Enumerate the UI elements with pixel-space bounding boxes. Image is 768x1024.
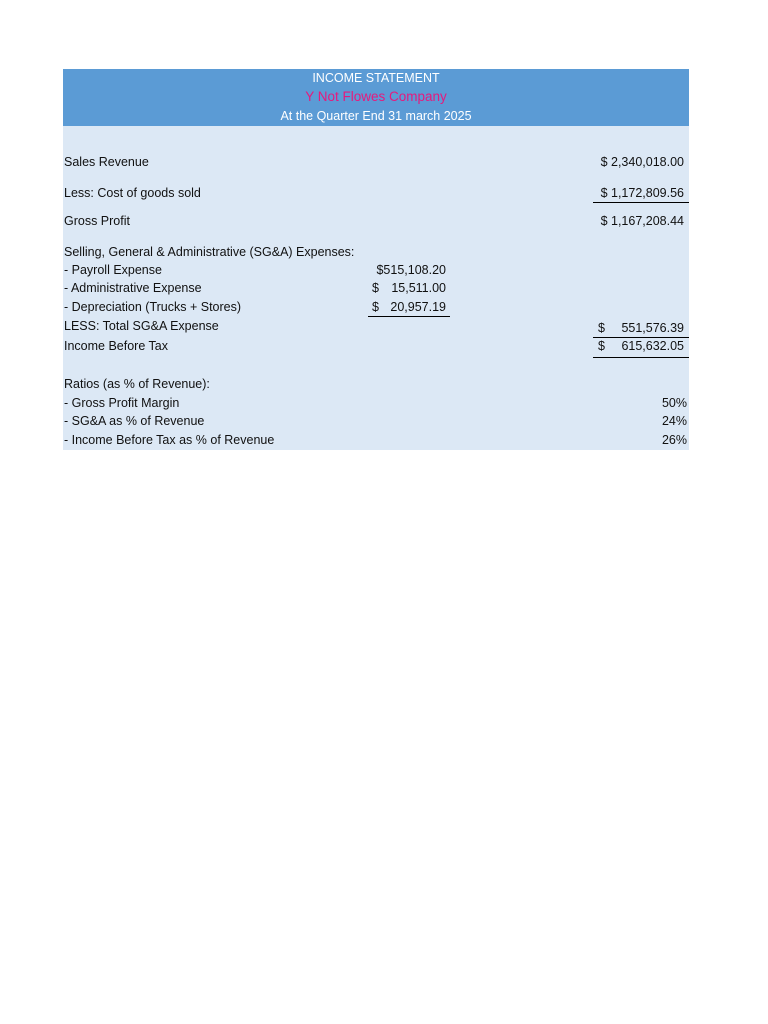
total-sga-label: LESS: Total SG&A Expense [64, 319, 219, 333]
administrative-row [63, 279, 689, 297]
depreciation-cell [368, 298, 450, 317]
sga-heading-label: Selling, General & Administrative (SG&A) Expenses: [64, 245, 355, 259]
payroll-value: $515,108.20 [376, 263, 446, 277]
sales-revenue-row [63, 153, 689, 171]
payroll-cell [368, 261, 450, 279]
ratio-label: - Income Before Tax as % of Revenue [64, 433, 275, 447]
ratio-value: 24% [661, 414, 687, 428]
ratio-label: - Gross Profit Margin [64, 396, 180, 410]
ratio-row-income-before-tax-percent [63, 431, 689, 449]
ratio-label: - SG&A as % of Revenue [64, 414, 205, 428]
administrative-cell [368, 279, 450, 297]
gross-profit-value: $ 1,167,208.44 [600, 214, 684, 228]
payroll-label: - Payroll Expense [64, 263, 162, 277]
ratio-value: 50% [661, 396, 687, 410]
income-before-tax-cell [593, 337, 689, 358]
income-before-tax-currency: $ [598, 338, 605, 353]
total-sga-currency: $ [598, 321, 605, 335]
income-before-tax-label: Income Before Tax [64, 339, 168, 353]
depreciation-currency: $ [372, 300, 379, 314]
company-name: Y Not Flowes Company [305, 89, 447, 104]
ratios-heading-row [63, 375, 689, 393]
total-sga-value: 551,576.39 [621, 321, 684, 335]
statement-period: At the Quarter End 31 march 2025 [280, 109, 472, 123]
total-sga-cell [593, 319, 689, 337]
statement-header [63, 69, 689, 126]
depreciation-row [63, 298, 689, 316]
sales-revenue-value: $ 2,340,018.00 [600, 155, 684, 169]
administrative-label: - Administrative Expense [64, 281, 202, 295]
gross-profit-label: Gross Profit [64, 214, 130, 228]
cogs-row [63, 184, 689, 202]
payroll-row [63, 261, 689, 279]
administrative-value: 15,511.00 [391, 281, 446, 295]
income-before-tax-row [63, 337, 689, 355]
ratio-row-sga-percent [63, 412, 689, 430]
cogs-value: $ 1,172,809.56 [600, 186, 684, 200]
ratio-value: 26% [661, 433, 687, 447]
cogs-label: Less: Cost of goods sold [64, 186, 201, 200]
depreciation-value: 20,957.19 [390, 300, 446, 314]
statement-title: INCOME STATEMENT [312, 71, 440, 85]
total-sga-row [63, 317, 689, 335]
cogs-cell [593, 184, 689, 203]
ratios-heading-label: Ratios (as % of Revenue): [64, 377, 210, 391]
sales-revenue-cell [593, 153, 689, 171]
income-statement-table [63, 69, 689, 450]
gross-profit-cell [593, 212, 689, 230]
ratio-row-gross-profit-margin [63, 394, 689, 412]
depreciation-label: - Depreciation (Trucks + Stores) [64, 300, 242, 314]
administrative-currency: $ [372, 281, 379, 295]
income-before-tax-value: 615,632.05 [621, 338, 684, 353]
gross-profit-row [63, 212, 689, 230]
sales-revenue-label: Sales Revenue [64, 155, 149, 169]
sga-heading-row [63, 243, 689, 261]
